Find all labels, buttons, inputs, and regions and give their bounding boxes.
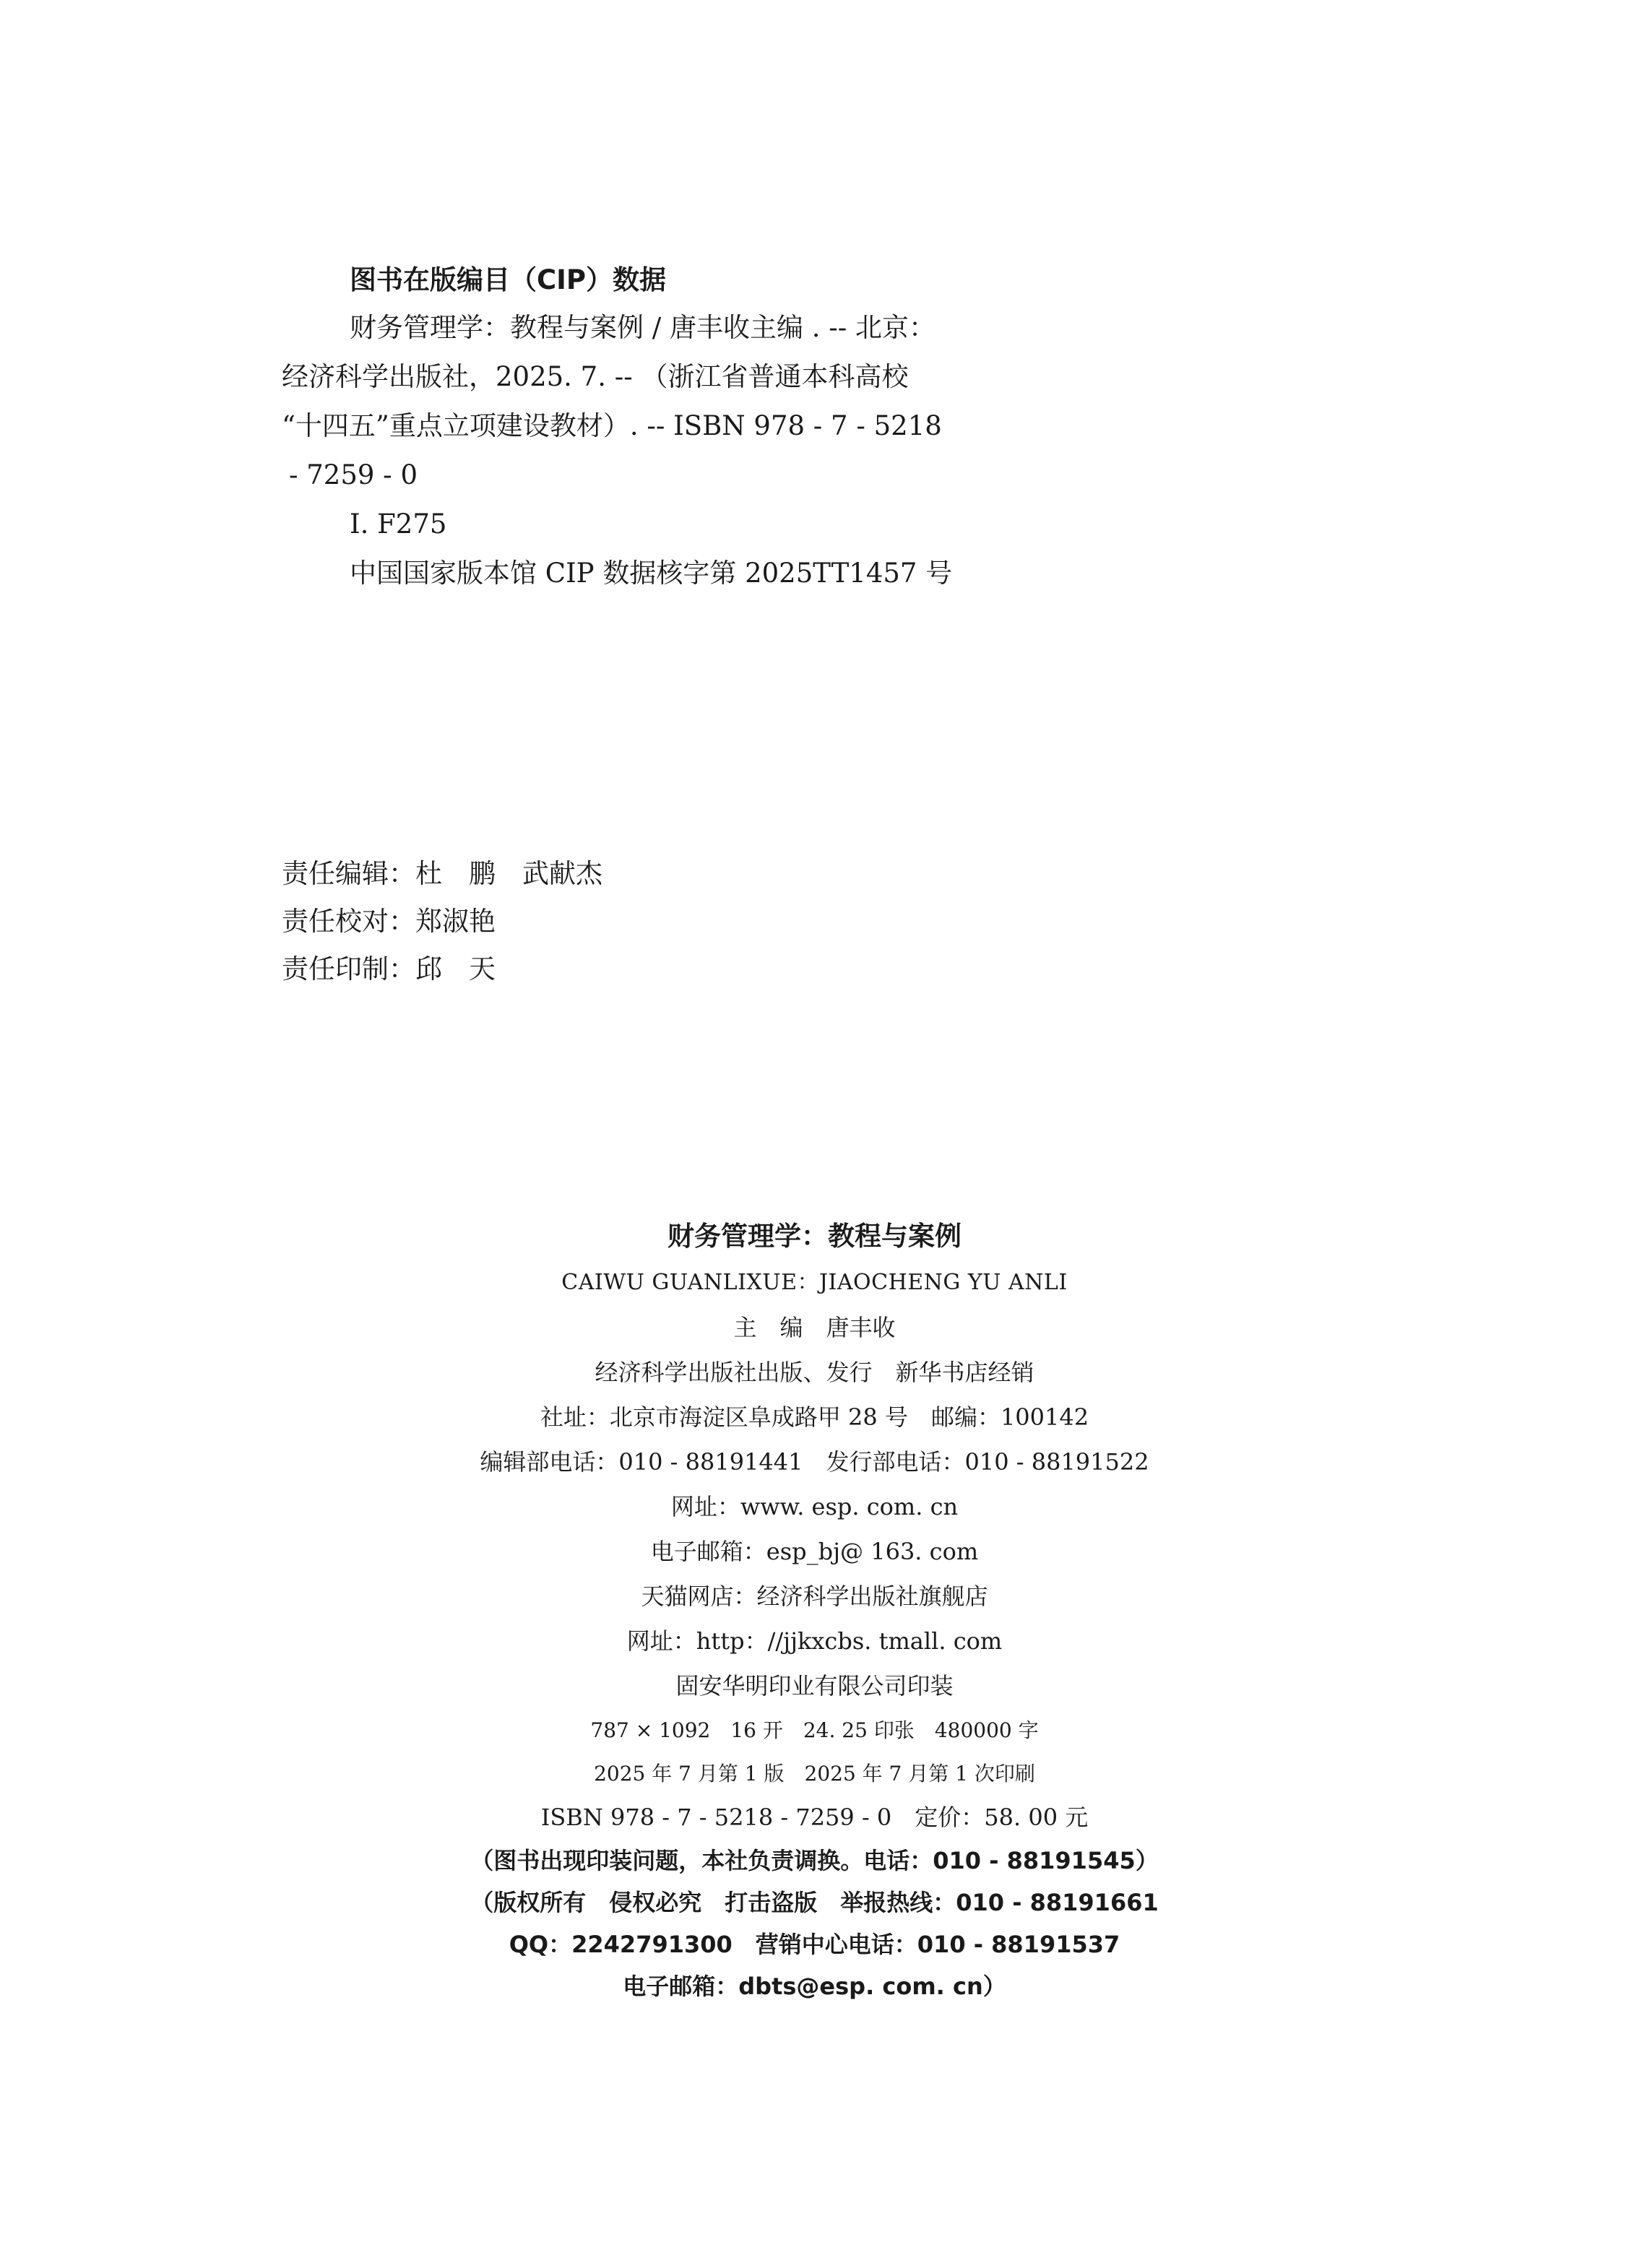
cip-line: 财务管理学：教程与案例 / 唐丰收主编 . -- 北京： — [350, 312, 936, 343]
publisher-address: 社址：北京市海淀区阜成路甲 28 号 邮编：100142 — [540, 1403, 1089, 1431]
cip-line: “十四五”重点立项建设教材）. -- ISBN 978 - 7 - 5218 — [282, 410, 942, 441]
isbn-price: ISBN 978 - 7 - 5218 - 7259 - 0 定价：58. 00 元 — [540, 1804, 1089, 1831]
cip-line: - 7259 - 0 — [289, 459, 418, 490]
cip-classification: Ⅰ. F275 — [350, 508, 447, 540]
publisher-phones: 编辑部电话：010 - 88191441 发行部电话：010 - 88191522 — [480, 1448, 1149, 1476]
responsible-editors: 责任编辑：杜 鹏 武献杰 — [282, 858, 602, 889]
publisher-email: 电子邮箱：esp_bj@ 163. com — [650, 1538, 979, 1565]
responsible-proofreader: 责任校对：郑淑艳 — [282, 906, 496, 937]
responsible-printing: 责任印制：邱 天 — [282, 953, 496, 984]
book-title-pinyin: CAIWU GUANLIXUE：JIAOCHENG YU ANLI — [561, 1270, 1068, 1295]
chief-editor: 主 编 唐丰收 — [733, 1314, 896, 1341]
publisher-website: 网址：www. esp. com. cn — [670, 1493, 959, 1520]
tmall-url: 网址：http：//jjkxcbs. tmall. com — [626, 1627, 1003, 1655]
contact-qq: QQ：2242791300 营销中心电话：010 - 88191537 — [509, 1931, 1120, 1958]
book-specs: 787 × 1092 16 开 24. 25 印张 480000 字 — [590, 1718, 1039, 1742]
edition-info: 2025 年 7 月第 1 版 2025 年 7 月第 1 次印刷 — [594, 1762, 1035, 1786]
cip-line: 经济科学出版社，2025. 7. -- （浙江省普通本科高校 — [282, 361, 909, 392]
tmall-store: 天猫网店：经济科学出版社旗舰店 — [641, 1583, 988, 1610]
printer: 固安华明印业有限公司印装 — [675, 1672, 954, 1700]
cip-heading: 图书在版编目（CIP）数据 — [350, 264, 667, 295]
publisher-line: 经济科学出版社出版、发行 新华书店经销 — [595, 1359, 1034, 1386]
contact-email: 电子邮箱：dbts@esp. com. cn） — [623, 1973, 1006, 2000]
cip-number: 中国国家版本馆 CIP 数据核字第 2025TT1457 号 — [350, 558, 953, 589]
copyright-notice: （版权所有 侵权必究 打击盗版 举报热线：010 - 88191661 — [470, 1889, 1159, 1916]
book-title: 财务管理学：教程与案例 — [667, 1221, 962, 1252]
quality-notice: （图书出现印装问题，本社负责调换。电话：010 - 88191545） — [470, 1847, 1159, 1874]
